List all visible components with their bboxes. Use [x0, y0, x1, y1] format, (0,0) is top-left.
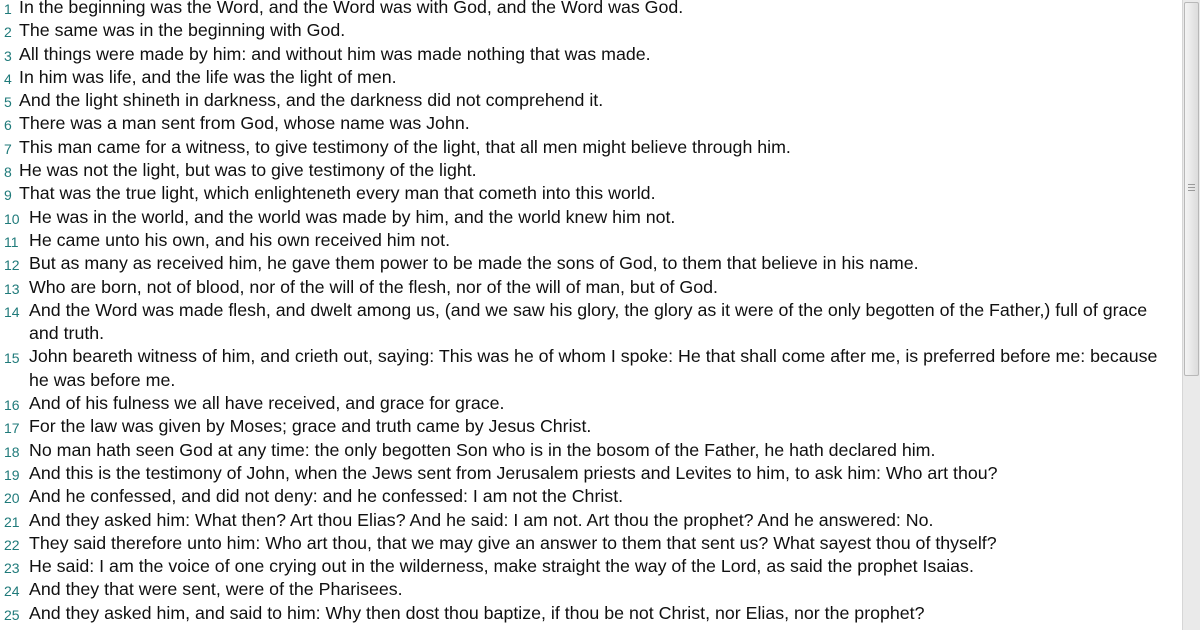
verse-text: For the law was given by Moses; grace and truth came by Jesus Christ. — [29, 416, 592, 437]
verse-number: 16 — [4, 397, 20, 414]
verse-number: 14 — [4, 303, 20, 320]
verse-text: And they asked him: What then? Art thou Elias? And he said: I am not. Art thou the prophet? And he answered: No. — [29, 509, 934, 530]
verse-text: And he confessed, and did not deny: and he confessed: I am not the Christ. — [29, 486, 624, 507]
verse-number: 17 — [4, 420, 20, 437]
verse-text: John beareth witness of him, and crieth out, saying: This was he of whom I spoke: He that shall come after me, is preferred before me: because he was before me. — [29, 346, 1158, 390]
verse-text: In him was life, and the life was the light of men. — [19, 66, 397, 87]
verse-18 — [4, 439, 1180, 462]
verse-number: 18 — [4, 443, 20, 460]
verse-text: And this is the testimony of John, when the Jews sent from Jerusalem priests and Levites to him, to ask him: Who art thou? — [29, 462, 998, 483]
verse-number: 2 — [4, 24, 12, 41]
verse-15 — [4, 345, 1180, 392]
verse-text: All things were made by him: and without him was made nothing that was made. — [19, 43, 651, 64]
verse-number: 20 — [4, 490, 20, 507]
verse-22 — [4, 532, 1180, 555]
vertical-scrollbar[interactable] — [1182, 0, 1200, 630]
verse-number: 11 — [4, 233, 19, 250]
verse-number: 24 — [4, 583, 20, 600]
verse-number: 6 — [4, 117, 12, 134]
verse-3 — [4, 43, 1180, 66]
verse-text: He was not the light, but was to give testimony of the light. — [19, 160, 477, 181]
verse-text: And they that were sent, were of the Pharisees. — [29, 579, 403, 600]
verse-number: 13 — [4, 280, 20, 297]
verse-23 — [4, 555, 1180, 578]
verse-17 — [4, 415, 1180, 438]
verse-24 — [4, 578, 1180, 601]
verse-text: He came unto his own, and his own received him not. — [29, 229, 451, 250]
verse-text: And the light shineth in darkness, and the darkness did not comprehend it. — [19, 90, 604, 111]
verse-text: And the Word was made flesh, and dwelt among us, (and we saw his glory, the glory as it were of the only begotten of the Father,) full of grace and truth. — [29, 299, 1148, 344]
verse-11 — [4, 229, 1180, 252]
verse-19 — [4, 462, 1180, 485]
verse-number: 10 — [4, 210, 20, 227]
verse-list — [4, 0, 1180, 625]
verse-number: 1 — [4, 1, 12, 17]
verse-number: 8 — [4, 164, 12, 181]
verse-number: 9 — [4, 187, 12, 204]
verse-text: But as many as received him, he gave them power to be made the sons of God, to them that believe in his name. — [29, 253, 919, 274]
verse-16 — [4, 392, 1180, 415]
verse-14 — [4, 299, 1180, 346]
verse-text: No man hath seen God at any time: the only begotten Son who is in the bosom of the Father, he hath declared him. — [29, 439, 936, 460]
verse-text: Who are born, not of blood, nor of the will of the flesh, nor of the will of man, but of God. — [29, 276, 718, 297]
verse-text: And they asked him, and said to him: Why then dost thou baptize, if thou be not Christ, nor Elias, nor the prophet? — [29, 602, 925, 623]
verse-8 — [4, 159, 1180, 182]
verse-7 — [4, 136, 1180, 159]
verse-21 — [4, 509, 1180, 532]
verse-20 — [4, 485, 1180, 508]
verse-text: And of his fulness we all have received, and grace for grace. — [29, 393, 505, 414]
scrollbar-thumb[interactable] — [1184, 2, 1199, 376]
verse-text: The same was in the beginning with God. — [19, 20, 346, 41]
verse-1 — [4, 0, 1180, 19]
verse-4 — [4, 66, 1180, 89]
verse-number: 12 — [4, 257, 20, 274]
verse-text: They said therefore unto him: Who art thou, that we may give an answer to them that sent us? What sayest thou of thyself? — [29, 532, 997, 553]
verse-text: That was the true light, which enlighteneth every man that cometh into this world. — [19, 183, 656, 204]
verse-number: 7 — [4, 140, 12, 157]
verse-number: 19 — [4, 466, 20, 483]
verse-text: He said: I am the voice of one crying out in the wilderness, make straight the way of the Lord, as said the prophet Isaias. — [29, 556, 974, 577]
verse-text: There was a man sent from God, whose name was John. — [19, 113, 470, 134]
verse-number: 23 — [4, 560, 20, 577]
verse-text: In the beginning was the Word, and the Word was with God, and the Word was God. — [19, 0, 684, 17]
verse-number: 15 — [4, 350, 20, 367]
verse-number: 5 — [4, 94, 12, 111]
verse-2 — [4, 19, 1180, 42]
verse-number: 25 — [4, 606, 20, 623]
verse-6 — [4, 112, 1180, 135]
verse-text: This man came for a witness, to give testimony of the light, that all men might believe through him. — [19, 136, 791, 157]
verse-5 — [4, 89, 1180, 112]
verse-13 — [4, 276, 1180, 299]
verse-number: 21 — [4, 513, 20, 530]
verse-9 — [4, 182, 1180, 205]
verse-10 — [4, 206, 1180, 229]
verse-number: 4 — [4, 70, 12, 87]
grip-icon — [1188, 184, 1195, 193]
verse-text: He was in the world, and the world was made by him, and the world knew him not. — [29, 206, 676, 227]
verse-25 — [4, 602, 1180, 625]
verse-number: 22 — [4, 536, 20, 553]
verse-12 — [4, 252, 1180, 275]
verse-number: 3 — [4, 47, 12, 64]
